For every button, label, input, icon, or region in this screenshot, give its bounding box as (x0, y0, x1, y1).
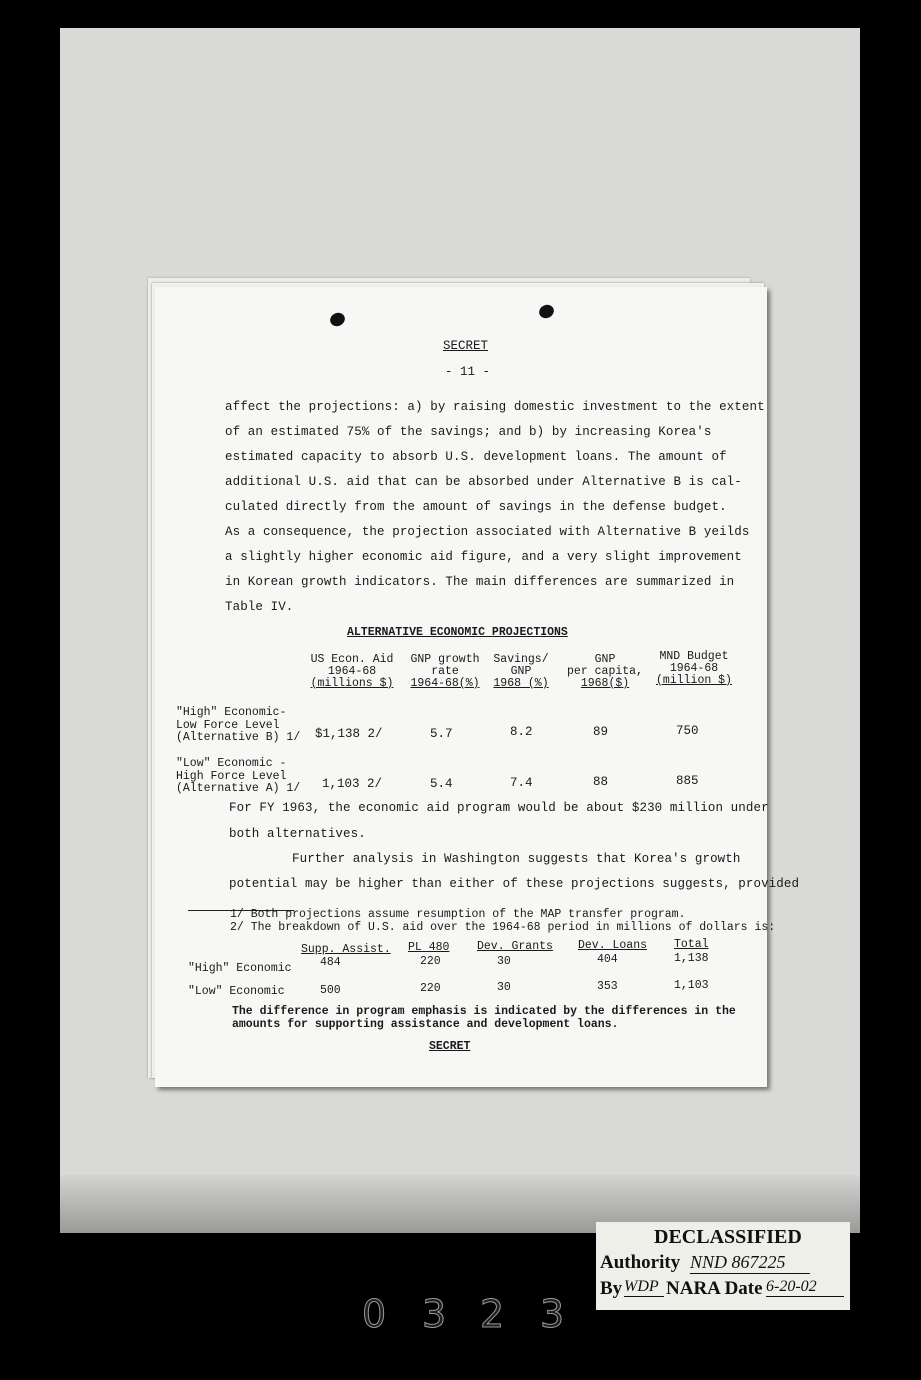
table-cell: 7.4 (510, 776, 533, 790)
punch-hole-right (537, 302, 556, 320)
breakdown-cell: 30 (497, 955, 511, 968)
closing-line: amounts for supporting assistance and development loans. (232, 1018, 619, 1031)
breakdown-cell: 404 (597, 953, 618, 966)
breakdown-row-label: "Low" Economic (188, 985, 285, 998)
breakdown-cell: 220 (420, 982, 441, 995)
frame-digit: 3 (422, 1292, 449, 1336)
frame-digit: 0 (362, 1292, 389, 1336)
stamp-date-label: NARA Date (666, 1278, 763, 1299)
breakdown-cell: 30 (497, 981, 511, 994)
table-cell: 89 (593, 725, 609, 739)
column-header: Savings/ GNP 1968 (%) (493, 653, 549, 690)
breakdown-header: PL 480 (408, 941, 450, 954)
body-line: potential may be higher than either of these projections suggests, provided (229, 877, 800, 891)
table-cell: 5.7 (430, 727, 453, 741)
body-line: culated directly from the amount of savings in the defense budget. (225, 500, 727, 514)
page-number: - 11 - (445, 365, 491, 379)
footnote: 1/ Both projections assume resumption of the MAP transfer program. (230, 908, 686, 921)
row-label: "High" Economic- Low Force Level (Alternative B) 1/ (176, 706, 301, 744)
column-header: MND Budget 1964-68 (million $) (656, 650, 732, 687)
body-line: Further analysis in Washington suggests that Korea's growth (292, 852, 741, 866)
closing-line: The difference in program emphasis is indicated by the differences in the (232, 1005, 736, 1018)
stamp-authority-label: Authority (600, 1252, 681, 1273)
breakdown-cell: 1,103 (674, 979, 709, 992)
table-cell: 8.2 (510, 725, 533, 739)
stamp-date-value: 6-20-02 (766, 1278, 844, 1297)
breakdown-cell: 484 (320, 956, 341, 969)
body-line: affect the projections: a) by raising domestic investment to the extent (225, 400, 765, 414)
stamp-title: DECLASSIFIED (654, 1226, 802, 1248)
column-header: GNP growth rate 1964-68(%) (410, 653, 480, 690)
body-line: Table IV. (225, 600, 294, 614)
declassified-stamp (596, 1222, 850, 1310)
breakdown-cell: 500 (320, 984, 341, 997)
breakdown-cell: 1,138 (674, 952, 709, 965)
breakdown-header: Dev. Grants (477, 940, 553, 953)
breakdown-header: Total (674, 938, 709, 951)
body-line: in Korean growth indicators. The main differences are summarized in (225, 575, 735, 589)
body-line: As a consequence, the projection associated with Alternative B yeilds (225, 525, 750, 539)
table-cell: $1,138 2/ (315, 727, 383, 741)
stamp-authority-value: NND 867225 (690, 1252, 810, 1274)
stamp-by-label: By (600, 1278, 623, 1299)
table-title: ALTERNATIVE ECONOMIC PROJECTIONS (347, 626, 568, 639)
body-line: both alternatives. (229, 827, 366, 841)
body-line: additional U.S. aid that can be absorbed under Alternative B is cal- (225, 475, 742, 489)
footnote: 2/ The breakdown of U.S. aid over the 1964-68 period in millions of dollars is: (230, 921, 776, 934)
table-cell: 885 (676, 774, 699, 788)
header-classification: SECRET (443, 339, 489, 353)
frame-digit: 2 (480, 1292, 507, 1336)
table-cell: 750 (676, 724, 699, 738)
frame-digit: 3 (540, 1292, 567, 1336)
table-cell: 5.4 (430, 777, 453, 791)
document-page (155, 287, 800, 1087)
punch-hole-left (328, 310, 347, 328)
table-cell: 88 (593, 775, 609, 789)
column-header: US Econ. Aid 1964-68 (millions $) (310, 653, 394, 690)
footer-classification: SECRET (429, 1040, 471, 1053)
breakdown-row-label: "High" Economic (188, 962, 292, 975)
body-line: a slightly higher economic aid figure, and a very slight improvement (225, 550, 742, 564)
body-line: estimated capacity to absorb U.S. development loans. The amount of (225, 450, 727, 464)
column-header: GNP per capita, 1968($) (567, 653, 643, 690)
table-cell: 1,103 2/ (322, 777, 383, 791)
body-line: of an estimated 75% of the savings; and b) by increasing Korea's (225, 425, 712, 439)
breakdown-cell: 220 (420, 955, 441, 968)
breakdown-header: Dev. Loans (578, 939, 648, 952)
stamp-by-value: WDP (624, 1278, 664, 1297)
row-label: "Low" Economic - High Force Level (Alternative A) 1/ (176, 757, 301, 795)
breakdown-header: Supp. Assist. (301, 943, 391, 956)
breakdown-cell: 353 (597, 980, 618, 993)
body-line: For FY 1963, the economic aid program would be about $230 million under (229, 801, 769, 815)
